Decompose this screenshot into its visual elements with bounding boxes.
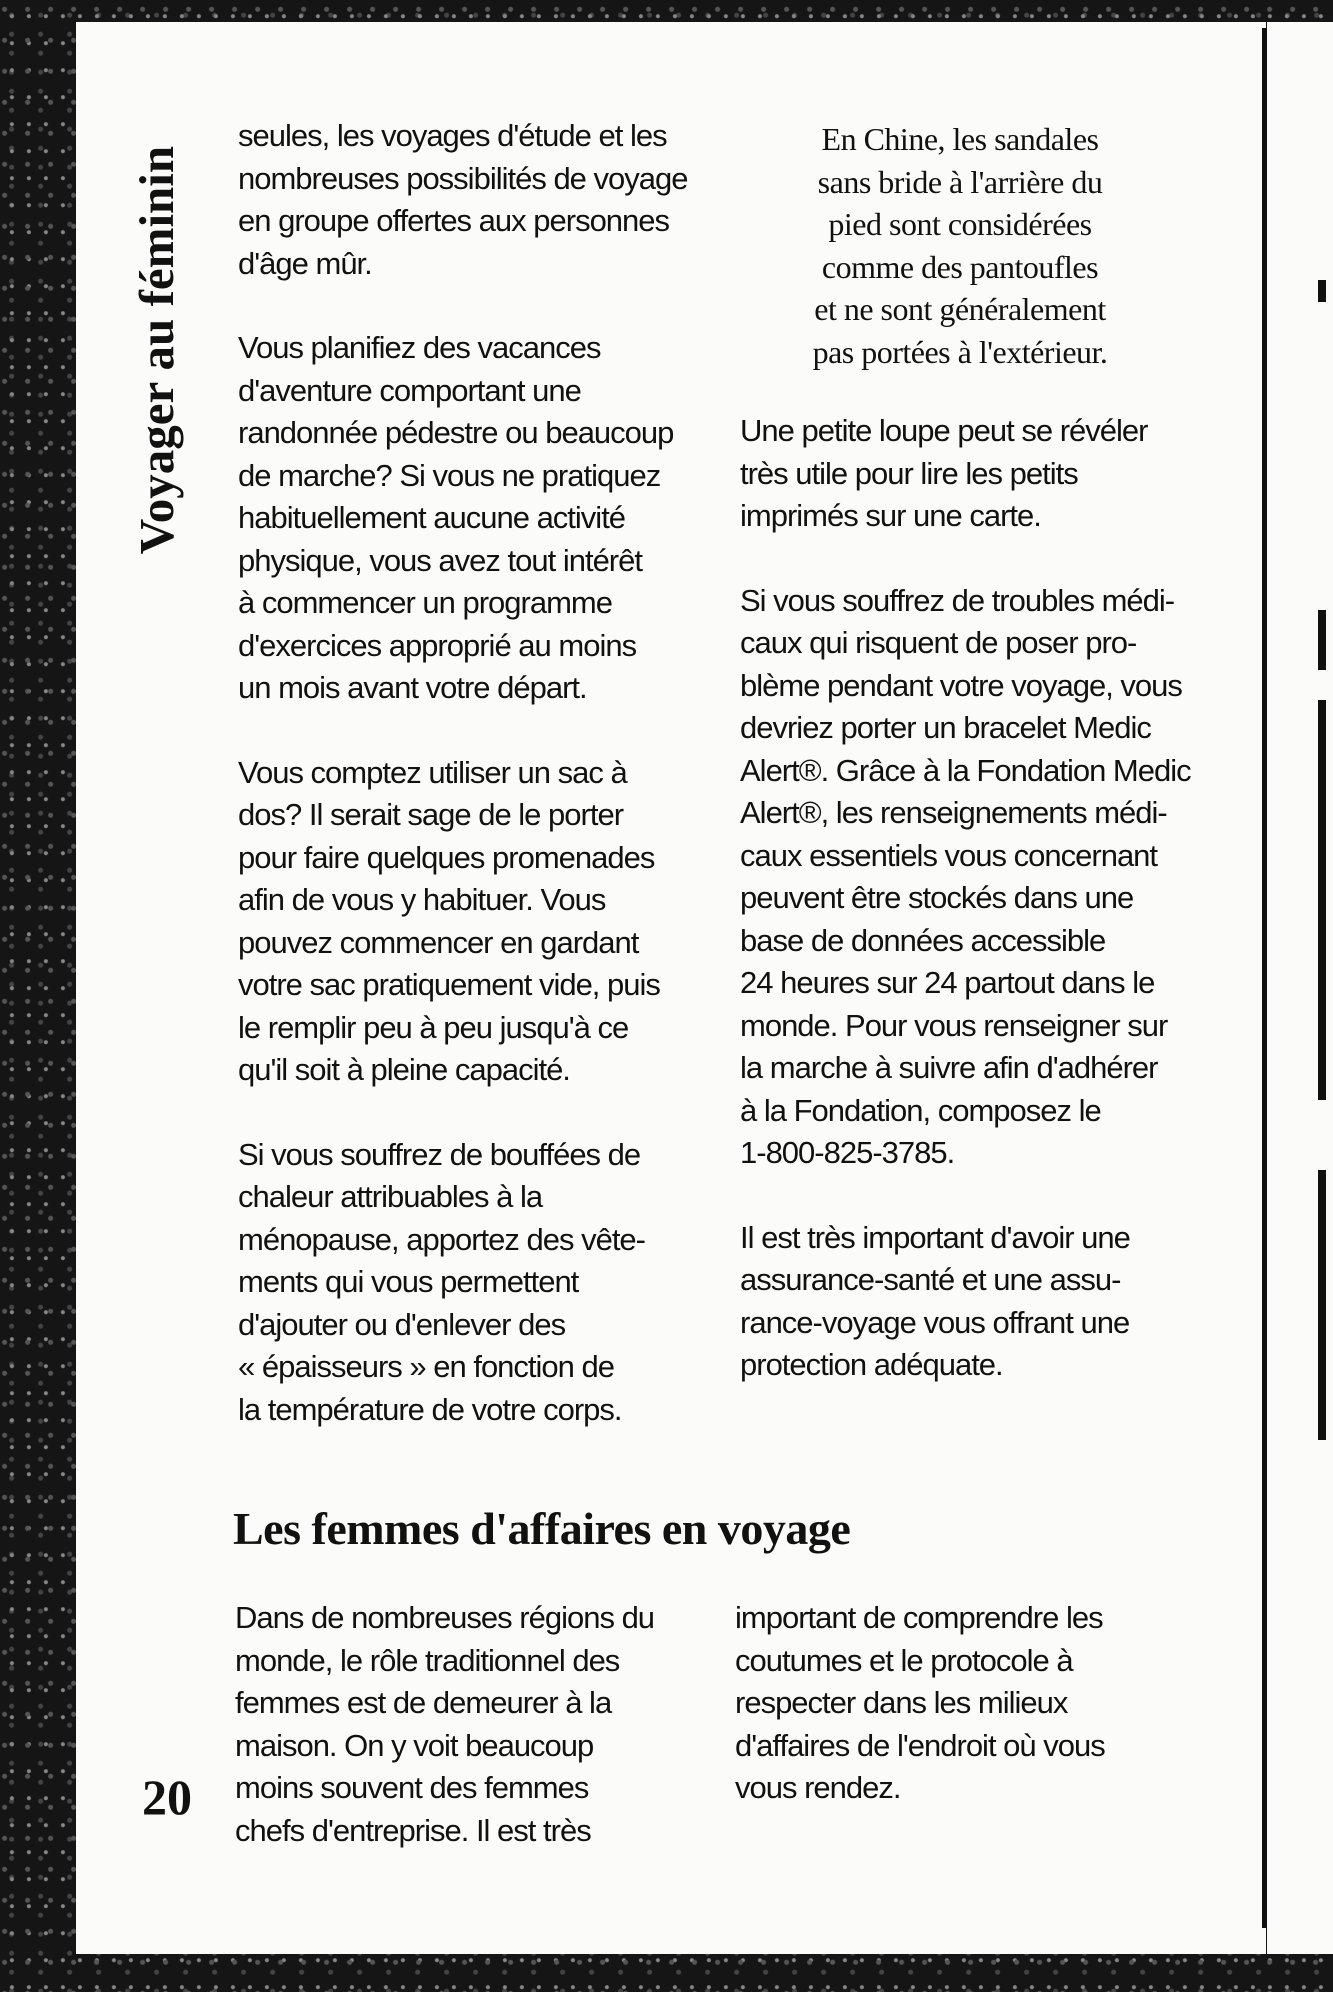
- edge-mark: [1318, 610, 1326, 670]
- pull-quote: En Chine, les sandales sans bride à l'arrière du pied sont considérées comme des pantoufles et ne sont généralement pas portées à l'extérieur.: [812, 121, 1108, 370]
- paragraph: Dans de nombreuses régions du monde, le rôle traditionnel des femmes est de demeurer à la maison. On y voit beaucoup moins souvent des femmes chefs d'entreprise. Il est très: [235, 1600, 655, 1848]
- running-title: Voyager au féminin: [129, 145, 184, 555]
- binding-rule: [1262, 28, 1267, 1928]
- paragraph: Vous comptez utiliser un sac à dos? Il serait sage de le porter pour faire quelques promenades afin de vous y habituer. Vous pouvez commencer en gardant votre sac pratiquement vide, puis le remplir peu à peu jusqu'à ce qu'il soit à pleine capacité.: [238, 754, 660, 1087]
- paragraph: important de comprendre les coutumes et le protocole à respecter dans les milieux d'affaires de l'endroit où vous vous rendez.: [735, 1600, 1105, 1805]
- edge-mark: [1318, 700, 1326, 1100]
- section-left-column: [235, 1597, 715, 1852]
- paragraph: Vous planifiez des vacances d'aventure comportant une randonnée pédestre ou beaucoup de marche? Si vous ne pratiquez habituellement aucune activité physique, vous avez tout intérêt à commencer un programme d'exercices approprié au moins un mois avant votre départ.: [238, 330, 674, 705]
- paragraph: Si vous souffrez de bouffées de chaleur attribuables à la ménopause, apportez des vête- ments qui vous permettent d'ajouter ou d'enlever des « épaisseurs » en fonction de la température de votre corps.: [238, 1136, 645, 1427]
- section-right-column: [735, 1597, 1235, 1810]
- left-column: [238, 115, 718, 1431]
- edge-mark: [1318, 1170, 1326, 1440]
- paragraph: Si vous souffrez de troubles médi- caux qui risquent de poser pro- blème pendant votre voyage, vous devriez porter un bracelet Medic Alert®. Grâce à la Fondation Medic Alert®, les renseignements médi- caux essentiels vous concernant peuvent être stockés dans une base de données accessible 24 heures sur 24 partout dans le monde. Pour vous renseigner sur la marche à suivre afin d'adhérer à la Fondation, composez le 1-800-825-3785.: [740, 582, 1191, 1170]
- page-number: 20: [142, 1769, 192, 1825]
- edge-mark: [1318, 280, 1326, 302]
- paragraph: Il est très important d'avoir une assurance-santé et une assu- rance-voyage vous offrant une protection adéquate.: [740, 1219, 1130, 1382]
- section-heading: Les femmes d'affaires en voyage: [233, 1503, 851, 1554]
- paragraph: seules, les voyages d'étude et les nombreuses possibilités de voyage en groupe offertes aux personnes d'âge mûr.: [238, 118, 688, 281]
- right-column: [740, 410, 1240, 1387]
- paragraph: Une petite loupe peut se révéler très utile pour lire les petits imprimés sur une carte.: [740, 413, 1148, 533]
